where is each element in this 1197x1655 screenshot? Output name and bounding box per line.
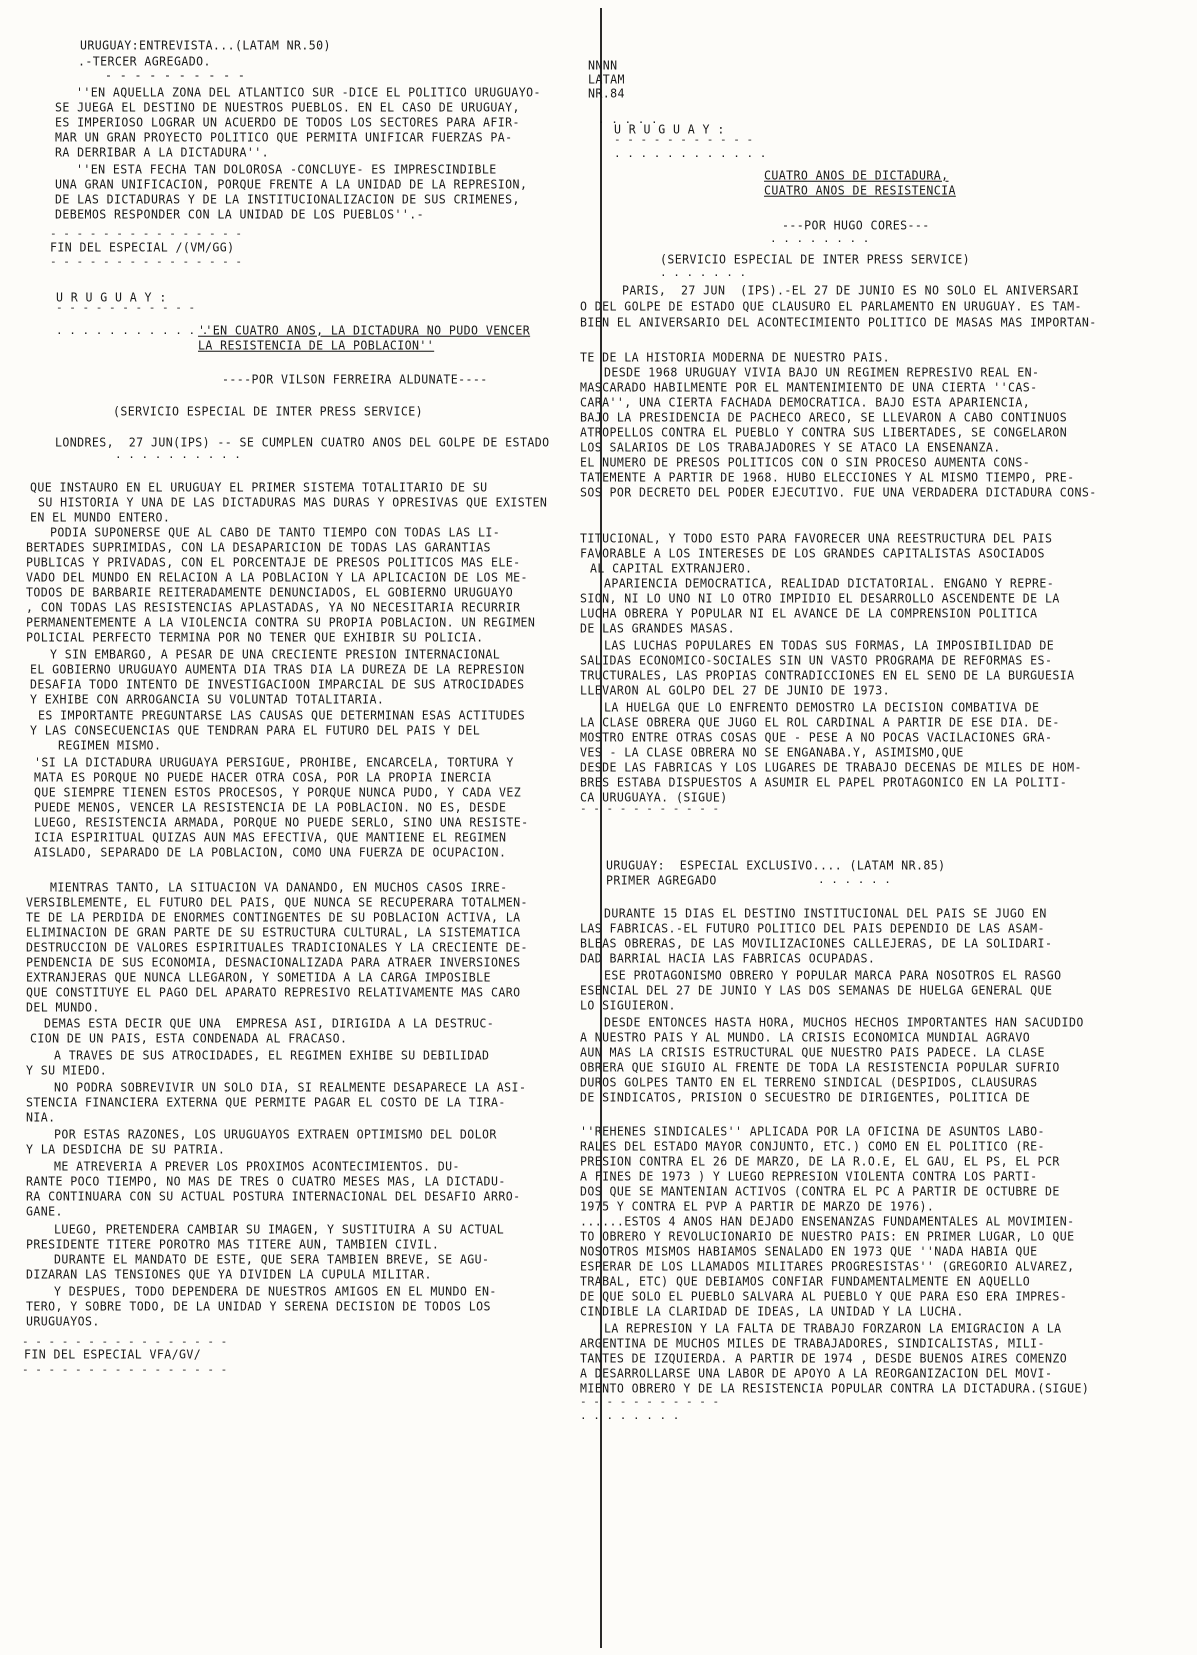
text-line: POLICIAL PERFECTO TERMINA POR NO TENER QUE EXHIBIR SU POLICIA. xyxy=(26,630,484,645)
separator-rule: - - - - - - - - - - - - - - - - xyxy=(22,1335,228,1348)
separator-rule: . . . . . xyxy=(598,113,658,126)
text-line: Y EXHIBE CON ARROGANCIA SU VOLUNTAD TOTALITARIA. xyxy=(30,692,385,707)
text-line: NR.84 xyxy=(588,86,625,101)
text-line: PUBLICAS Y PRIVADAS, CON EL PORCENTAJE DE PRESOS POLITICOS MAS ELE- xyxy=(26,555,521,570)
text-line: LA CLASE OBRERA QUE JUGO EL ROL CARDINAL A PARTIR DE ESE DIA. DE- xyxy=(580,715,1060,730)
text-line: FIN DEL ESPECIAL VFA/GV/ xyxy=(24,1347,202,1362)
text-line: PARIS, 27 JUN (IPS).-EL 27 DE JUNIO ES NO SOLO EL ANIVERSARI xyxy=(622,283,1080,298)
text-line: (SERVICIO ESPECIAL DE INTER PRESS SERVICE) xyxy=(660,252,970,267)
text-line: BLEAS OBRERAS, DE LAS MOVILIZACIONES CALLEJERAS, DE LA SOLIDARI- xyxy=(580,936,1053,951)
text-line: ATROPELLOS CONTRA EL PUEBLO Y CONTRA SUS LIBERTADES, SE CONGELARON xyxy=(580,425,1068,440)
text-line: Y LAS CONSECUENCIAS QUE TENDRAN PARA EL FUTURO DEL PAIS Y DEL xyxy=(30,723,481,738)
separator-rule: - - - - - - - - - - - xyxy=(56,301,196,314)
text-line: BAJO LA PRESIDENCIA DE PACHECO ARECO, SE LLEVARON A CABO CONTINUOS xyxy=(580,410,1068,425)
separator-rule: . . . . . . xyxy=(818,873,891,886)
separator-rule: - - - - - - - - - - - xyxy=(580,802,720,815)
text-line: DE LAS GRANDES MASAS. xyxy=(580,621,735,636)
text-line: 1975 Y CONTRA EL PVP A PARTIR DE MARZO DE 1976). xyxy=(580,1199,935,1214)
text-line: LAS FABRICAS.-EL FUTURO POLITICO DEL PAIS DEPENDIO DE LAS ASAM- xyxy=(580,921,1045,936)
text-line: Y DESPUES, TODO DEPENDERA DE NUESTROS AMIGOS EN EL MUNDO EN- xyxy=(54,1284,497,1299)
text-line: FIN DEL ESPECIAL /(VM/GG) xyxy=(50,240,235,255)
text-line: CINDIBLE LA CLARIDAD DE IDEAS, LA UNIDAD Y LA LUCHA. xyxy=(580,1304,964,1319)
text-line: DEL MUNDO. xyxy=(26,1000,100,1015)
text-line: LUEGO, RESISTENCIA ARMADA, PORQUE NO PUEDE SERLO, SINO UNA RESISTE- xyxy=(34,815,529,830)
text-line: RA DERRIBAR A LA DICTADURA''. xyxy=(55,145,270,160)
text-line: TO OBRERO Y REVOLUCIONARIO DE NUESTRO PAIS: EN PRIMER LUGAR, LO QUE xyxy=(580,1229,1075,1244)
text-line: BRES ESTABA DISPUESTOS A ASUMIR EL PAPEL PROTAGONICO EN LA POLITI- xyxy=(580,775,1068,790)
text-line: O DEL GOLPE DE ESTADO QUE CLAUSURO EL PARLAMENTO EN URUGUAY. ES TAM- xyxy=(580,299,1082,314)
text-line: , CON TODAS LAS RESISTENCIAS APLASTADAS, YA NO NECESITARIA RECURRIR xyxy=(26,600,521,615)
separator-rule: - - - - - - - - - - - xyxy=(614,133,754,146)
text-line: ARGENTINA DE MUCHOS MILES DE TRABAJADORES, SINDICALISTAS, MILI- xyxy=(580,1336,1045,1351)
text-line: URUGUAYOS. xyxy=(26,1314,100,1329)
text-line: TE DE LA HISTORIA MODERNA DE NUESTRO PAIS. xyxy=(580,350,890,365)
text-line: UNA GRAN UNIFICACION, PORQUE FRENTE A LA UNIDAD DE LA REPRESION, xyxy=(55,177,528,192)
text-line: A DESARROLLARSE UNA LABOR DE APOYO A LA REORGANIZACION DEL MOVI- xyxy=(580,1366,1053,1381)
text-line: EN EL MUNDO ENTERO. xyxy=(30,510,171,525)
text-line: MIENTO OBRERO Y DE LA RESISTENCIA POPULAR CONTRA LA DICTADURA.(SIGUE) xyxy=(580,1381,1090,1396)
text-line: DESTRUCCION DE VALORES ESPIRITUALES TRADICIONALES Y LA CRECIENTE DE- xyxy=(26,940,528,955)
text-line: AUN MAS LA CRISIS ESTRUCTURAL QUE NUESTRO PAIS PADECE. LA CLASE xyxy=(580,1045,1045,1060)
text-line: SU HISTORIA Y UNA DE LAS DICTADURAS MAS DURAS Y OPRESIVAS QUE EXISTEN xyxy=(38,495,548,510)
text-line: ICIA ESPIRITUAL QUIZAS AUN MAS EFECTIVA, QUE MANTIENE EL REGIMEN xyxy=(34,830,507,845)
text-line: Y LA DESDICHA DE SU PATRIA. xyxy=(26,1142,226,1157)
text-line: ESE PROTAGONISMO OBRERO Y POPULAR MARCA PARA NOSOTROS EL RASGO xyxy=(604,968,1062,983)
separator-rule: . . . . . . . . xyxy=(580,1409,680,1422)
text-line: DOS QUE SE MANTENIAN ACTIVOS (CONTRA EL PC A PARTIR DE OCTUBRE DE xyxy=(580,1184,1060,1199)
text-line: PENDENCIA DE SUS ECONOMIA, DESNACIONALIZADA PARA ATRAER INVERSIONES xyxy=(26,955,521,970)
text-line: ''EN AQUELLA ZONA DEL ATLANTICO SUR -DICE EL POLITICO URUGUAYO- xyxy=(76,85,541,100)
text-line: BERTADES SUPRIMIDAS, CON LA DESAPARICION DE TODAS LAS GARANTIAS xyxy=(26,540,491,555)
text-line: ELIMINACION DE GRAN PARTE DE SU ESTRUCTURA CULTURAL, LA SISTEMATICA xyxy=(26,925,521,940)
text-line: DURANTE 15 DIAS EL DESTINO INSTITUCIONAL DEL PAIS SE JUGO EN xyxy=(604,906,1047,921)
text-line: TODOS DE BARBARIE REITERADAMENTE DENUNCIADOS, EL GOBIERNO URUGUAYO xyxy=(26,585,514,600)
text-line: NOSOTROS MISMOS HABIAMOS SENALADO EN 1973 QUE ''NADA HABIA QUE xyxy=(580,1244,1038,1259)
separator-rule: - - - - - - - - - - - - - - - - xyxy=(22,1363,228,1376)
text-line: AL CAPITAL EXTRANJERO. xyxy=(590,561,753,576)
text-line: AISLADO, SEPARADO DE LA POBLACION, COMO UNA FUERZA DE OCUPACION. xyxy=(34,845,507,860)
text-line: PODIA SUPONERSE QUE AL CABO DE TANTO TIEMPO CON TODAS LAS LI- xyxy=(50,525,501,540)
text-line: LA RESISTENCIA DE LA POBLACION'' xyxy=(198,338,435,353)
text-line: BIEN EL ANIVERSARIO DEL ACONTECIMIENTO POLITICO DE MASAS MAS IMPORTAN- xyxy=(580,315,1097,330)
text-line: CARA'', UNA CIERTA FACHADA DEMOCRATICA. BAJO ESTA APARIENCIA, xyxy=(580,395,1031,410)
text-line: MIENTRAS TANTO, LA SITUACION VA DANANDO, EN MUCHOS CASOS IRRE- xyxy=(50,880,508,895)
text-line: LUEGO, PRETENDERA CAMBIAR SU IMAGEN, Y SUSTITUIRA A SU ACTUAL xyxy=(54,1222,505,1237)
text-line: EL GOBIERNO URUGUAYO AUMENTA DIA TRAS DIA LA DUREZA DE LA REPRESION xyxy=(30,662,525,677)
text-line: ESPERAR DE LOS LLAMADOS MILITARES PROGRESISTAS'' (GREGORIO ALVAREZ, xyxy=(580,1259,1075,1274)
text-line: TERO, Y SOBRE TODO, DE LA UNIDAD Y SERENA DECISION DE TODOS LOS xyxy=(26,1299,491,1314)
text-line: CION DE UN PAIS, ESTA CONDENADA AL FRACASO. xyxy=(30,1031,348,1046)
text-line: CUATRO ANOS DE DICTADURA, xyxy=(764,168,949,183)
text-line: SOS POR DECRETO DEL PODER EJECUTIVO. FUE UNA VERDADERA DICTADURA CONS- xyxy=(580,485,1097,500)
text-line: MASCARADO HABILMENTE POR EL MANTENIMIENTO DE UNA CIERTA ''CAS- xyxy=(580,380,1038,395)
text-line: SION, NI LO UNO NI LO OTRO IMPIDIO EL DESARROLLO ASCENDENTE DE LA xyxy=(580,591,1060,606)
text-line: ......ESTOS 4 ANOS HAN DEJADO ENSENANZAS FUNDAMENTALES AL MOVIMIEN- xyxy=(580,1214,1075,1229)
text-line: DESAFIA TODO INTENTO DE INVESTIGACIOON IMPARCIAL DE SUS ATROCIDADES xyxy=(30,677,525,692)
separator-rule: . . . . . . . . . . xyxy=(115,448,241,461)
text-line: 'SI LA DICTADURA URUGUAYA PERSIGUE, PROHIBE, ENCARCELA, TORTURA Y xyxy=(34,755,514,770)
separator-rule: . . . . . . . . . . . . . xyxy=(56,324,222,337)
text-line: LUCHA OBRERA Y POPULAR NI EL AVANCE DE LA COMPRENSION POLITICA xyxy=(580,606,1038,621)
text-line: ---POR HUGO CORES--- xyxy=(782,218,930,233)
text-line: QUE SIEMPRE TIENEN ESTOS PROCESOS, Y PORQUE NUNCA PUDO, Y CADA VEZ xyxy=(34,785,522,800)
text-line: LATAM xyxy=(588,72,625,87)
text-line: VES - LA CLASE OBRERA NO SE ENGANABA.Y, ASIMISMO,QUE xyxy=(580,745,964,760)
text-line: U R U G U A Y : xyxy=(56,290,167,305)
text-line: ME ATREVERIA A PREVER LOS PROXIMOS ACONTECIMIENTOS. DU- xyxy=(54,1159,460,1174)
text-line: NNNN xyxy=(588,58,618,73)
text-line: ''EN ESTA FECHA TAN DOLOROSA -CONCLUYE- ES IMPRESCINDIBLE xyxy=(76,162,497,177)
text-line: MATA ES PORQUE NO PUEDE HACER OTRA COSA, POR LA PROPIA INERCIA xyxy=(34,770,492,785)
text-line: SE JUEGA EL DESTINO DE NUESTROS PUEBLOS. EN EL CASO DE URUGUAY, xyxy=(55,100,520,115)
text-line: GANE. xyxy=(26,1204,63,1219)
text-line: ''REHENES SINDICALES'' APLICADA POR LA OFICINA DE ASUNTOS LABO- xyxy=(580,1124,1045,1139)
text-line: DE QUE SOLO EL PUEBLO SALVARA AL PUEBLO Y QUE PARA ESO ERA IMPRES- xyxy=(580,1289,1068,1304)
text-line: QUE CONSTITUYE EL PAGO DEL APARATO REPRESIVO RELATIVAMENTE MAS CARO xyxy=(26,985,521,1000)
text-line: TRABAL, ETC) QUE DEBIAMOS CONFIAR FUNDAMENTALMENTE EN AQUELLO xyxy=(580,1274,1031,1289)
text-line: PUEDE MENOS, VENCER LA RESISTENCIA DE LA POBLACION. NO ES, DESDE xyxy=(34,800,507,815)
text-line: NIA. xyxy=(26,1110,56,1125)
text-line: A TRAVES DE SUS ATROCIDADES, EL REGIMEN EXHIBE SU DEBILIDAD xyxy=(54,1048,490,1063)
text-line: NO PODRA SOBREVIVIR UN SOLO DIA, SI REALMENTE DESAPARECE LA ASI- xyxy=(54,1080,527,1095)
text-line: DESDE 1968 URUGUAY VIVIA BAJO UN REGIMEN REPRESIVO REAL EN- xyxy=(604,365,1040,380)
text-line: PRESIDENTE TITERE POROTRO MAS TITERE AUN, TAMBIEN CIVIL. xyxy=(26,1237,440,1252)
text-line: TE DE LA PERDIDA DE ENORMES CONTINGENTES DE SU POBLACION ACTIVA, LA xyxy=(26,910,521,925)
text-line: LO SIGUIERON. xyxy=(580,998,676,1013)
text-line: URUGUAY:ENTREVISTA...(LATAM NR.50) xyxy=(80,38,331,53)
text-line: MOSTRO ENTRE OTRAS COSAS QUE - PESE A NO POCAS VACILACIONES GRA- xyxy=(580,730,1053,745)
text-line: SALIDAS ECONOMICO-SOCIALES SIN UN VASTO PROGRAMA DE REFORMAS ES- xyxy=(580,653,1053,668)
separator-rule: . . . . . . . . . . . . xyxy=(614,147,767,160)
text-line: ES IMPORTANTE PREGUNTARSE LAS CAUSAS QUE DETERMINAN ESAS ACTITUDES xyxy=(38,708,526,723)
text-line: TANTES DE IZQUIERDA. A PARTIR DE 1974 , DESDE BUENOS AIRES COMENZO xyxy=(580,1351,1068,1366)
text-line: PRESION CONTRA EL 26 DE MARZO, DE LA R.O.E, EL GAU, EL PS, EL PCR xyxy=(580,1154,1060,1169)
text-line: DESDE ENTONCES HASTA HORA, MUCHOS HECHOS IMPORTANTES HAN SACUDIDO xyxy=(604,1015,1084,1030)
text-line: ----POR VILSON FERREIRA ALDUNATE---- xyxy=(222,372,488,387)
text-line: STENCIA FINANCIERA EXTERNA QUE PERMITE PAGAR EL COSTO DE LA TIRA- xyxy=(26,1095,506,1110)
text-line: POR ESTAS RAZONES, LOS URUGUAYOS EXTRAEN OPTIMISMO DEL DOLOR xyxy=(54,1127,497,1142)
text-line: URUGUAY: ESPECIAL EXCLUSIVO.... (LATAM NR.85) xyxy=(606,858,946,873)
text-line: DURANTE EL MANDATO DE ESTE, QUE SERA TAMBIEN BREVE, SE AGU- xyxy=(54,1252,490,1267)
text-line: LA REPRESION Y LA FALTA DE TRABAJO FORZARON LA EMIGRACION A LA xyxy=(604,1321,1062,1336)
text-line: ''EN CUATRO ANOS, LA DICTADURA NO PUDO VENCER xyxy=(198,323,531,338)
text-line: DUROS GOLPES TANTO EN EL TERRENO SINDICAL (DESPIDOS, CLAUSURAS xyxy=(580,1075,1038,1090)
text-line: CUATRO ANOS DE RESISTENCIA xyxy=(764,183,956,198)
text-line: U R U G U A Y : xyxy=(614,122,725,137)
text-line: MAR UN GRAN PROYECTO POLITICO QUE PERMITA UNIFICAR FUERZAS PA- xyxy=(55,130,513,145)
text-line: APARIENCIA DEMOCRATICA, REALIDAD DICTATORIAL. ENGANO Y REPRE- xyxy=(604,576,1055,591)
text-line: Y SU MIEDO. xyxy=(26,1063,108,1078)
text-line: DAD BARRIAL HACIA LAS FABRICAS OCUPADAS. xyxy=(580,951,876,966)
text-line: DEMAS ESTA DECIR QUE UNA EMPRESA ASI, DIRIGIDA A LA DESTRUC- xyxy=(44,1016,495,1031)
text-line: DIZARAN LAS TENSIONES QUE YA DIVIDEN LA CUPULA MILITAR. xyxy=(26,1267,432,1282)
text-line: DE LAS DICTADURAS Y DE LA INSTITUCIONALIZACION DE SUS CRIMENES, xyxy=(55,192,520,207)
separator-rule: . . . . . . . xyxy=(660,266,747,279)
separator-rule: . . . . . . . . xyxy=(770,232,870,245)
text-line: DEBEMOS RESPONDER CON LA UNIDAD DE LOS PUEBLOS''.- xyxy=(55,207,425,222)
text-line: PERMANENTEMENTE A LA VIOLENCIA CONTRA SU PROPIA POBLACION. UN REGIMEN xyxy=(26,615,536,630)
text-line: LA HUELGA QUE LO ENFRENTO DEMOSTRO LA DECISION COMBATIVA DE xyxy=(604,700,1040,715)
text-line: - - - - - - - - - - xyxy=(105,68,246,83)
text-line: VADO DEL MUNDO EN RELACION A LA POBLACION Y LA APLICACION DE LOS ME- xyxy=(26,570,528,585)
text-line: .-TERCER AGREGADO. xyxy=(78,54,211,69)
text-line: TITUCIONAL, Y TODO ESTO PARA FAVORECER UNA REESTRUCTURA DEL PAIS xyxy=(580,531,1053,546)
text-line: RA CONTINUARA CON SU ACTUAL POSTURA INTERNACIONAL DEL DESAFIO ARRO- xyxy=(26,1189,521,1204)
text-line: TATEMENTE A PARTIR DE 1968. HUBO ELECCIONES Y AL MISMO TIEMPO, PRE- xyxy=(580,470,1075,485)
text-line: (SERVICIO ESPECIAL DE INTER PRESS SERVICE) xyxy=(113,404,423,419)
text-line: VERSIBLEMENTE, EL FUTURO DEL PAIS, QUE NUNCA SE RECUPERARA TOTALMEN- xyxy=(26,895,528,910)
text-line: OBRERA QUE SIGUIO AL FRENTE DE TODA LA RESISTENCIA POPULAR SUFRIO xyxy=(580,1060,1060,1075)
text-line: RANTE POCO TIEMPO, NO MAS DE TRES O CUATRO MESES MAS, LA DICTADU- xyxy=(26,1174,506,1189)
text-line: LOS SALARIOS DE LOS TRABAJADORES Y SE ATACO LA ENSENANZA. xyxy=(580,440,1001,455)
text-line: A FINES DE 1973 ) Y LUEGO REPRESION VIOLENTA CONTRA LOS PARTI- xyxy=(580,1169,1038,1184)
text-line: PRIMER AGREGADO xyxy=(606,873,717,888)
text-line: LAS LUCHAS POPULARES EN TODAS SUS FORMAS, LA IMPOSIBILIDAD DE xyxy=(604,638,1055,653)
text-line: LLEVARON AL GOLPO DEL 27 DE JUNIO DE 1973. xyxy=(580,683,890,698)
text-line: TRUCTURALES, LAS PROPIAS CONTRADICCIONES EN EL SENO DE LA BURGUESIA xyxy=(580,668,1075,683)
text-line: CA URUGUAYA. (SIGUE) xyxy=(580,790,728,805)
text-line: RALES DEL ESTADO MAYOR CONJUNTO, ETC.) COMO EN EL POLITICO (RE- xyxy=(580,1139,1045,1154)
text-line: EL NUMERO DE PRESOS POLITICOS CON O SIN PROCESO AUMENTA CONS- xyxy=(580,455,1031,470)
text-line: ESENCIAL DEL 27 DE JUNIO Y LAS DOS SEMANAS DE HUELGA GENERAL QUE xyxy=(580,983,1053,998)
text-line: ES IMPERIOSO LOGRAR UN ACUERDO DE TODOS LOS SECTORES PARA AFIR- xyxy=(55,115,520,130)
text-line: Y SIN EMBARGO, A PESAR DE UNA CRECIENTE PRESION INTERNACIONAL xyxy=(50,647,501,662)
text-line: FAVORABLE A LOS INTERESES DE LOS GRANDES CAPITALISTAS ASOCIADOS xyxy=(580,546,1045,561)
text-line: QUE INSTAURO EN EL URUGUAY EL PRIMER SISTEMA TOTALITARIO DE SU xyxy=(30,480,488,495)
text-line: REGIMEN MISMO. xyxy=(58,738,162,753)
separator-rule: - - - - - - - - - - - - - - - xyxy=(50,255,243,268)
text-line: LONDRES, 27 JUN(IPS) -- SE CUMPLEN CUATRO ANOS DEL GOLPE DE ESTADO xyxy=(55,435,550,450)
text-line: EXTRANJERAS QUE NUNCA LLEGARON, Y SOMETIDA A LA CARGA IMPOSIBLE xyxy=(26,970,491,985)
separator-rule: - - - - - - - - - - - xyxy=(580,1395,720,1408)
text-line: A NUESTRO PAIS Y AL MUNDO. LA CRISIS ECONOMICA MUNDIAL AGRAVO xyxy=(580,1030,1031,1045)
text-line: DE SINDICATOS, PRISION O SECUESTRO DE DIRIGENTES, POLITICA DE xyxy=(580,1090,1031,1105)
text-line: DESDE LAS FABRICAS Y LOS LUGARES DE TRABAJO DECENAS DE MILES DE HOM- xyxy=(580,760,1082,775)
separator-rule: - - - - - - - - - - - - - - - xyxy=(50,227,243,240)
